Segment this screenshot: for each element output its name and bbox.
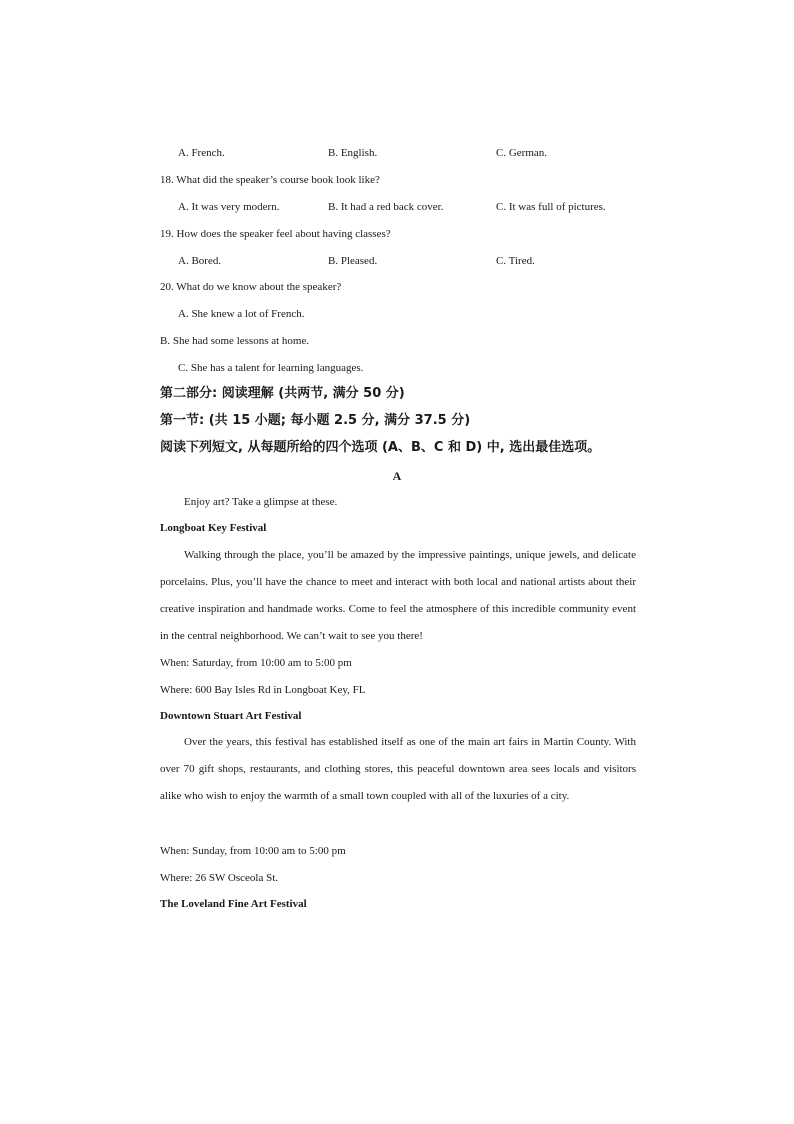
- instructions: 阅读下列短文, 从每题所给的四个选项 (A、B、C 和 D) 中, 选出最佳选项。: [160, 440, 601, 455]
- q18-option-c: C. It was full of pictures.: [496, 201, 606, 213]
- q19-question: 19. How does the speaker feel about having classes?: [160, 228, 391, 240]
- q20-option-a: A. She knew a lot of French.: [178, 308, 305, 320]
- festival-heading: The Loveland Fine Art Festival: [160, 898, 307, 910]
- passage-intro: Enjoy art? Take a glimpse at these.: [184, 496, 338, 508]
- q17-option-a: A. French.: [178, 147, 225, 159]
- q19-option-a: A. Bored.: [178, 255, 222, 267]
- section-title: 第一节: (共 15 小题; 每小题 2.5 分, 满分 37.5 分): [160, 413, 471, 428]
- passage-label: A: [392, 469, 402, 483]
- q20-question: 20. What do we know about the speaker?: [160, 281, 342, 293]
- part-title: 第二部分: 阅读理解 (共两节, 满分 50 分): [160, 386, 405, 401]
- q18-question: 18. What did the speaker’s course book look like?: [160, 174, 380, 186]
- festival-heading: Downtown Stuart Art Festival: [160, 710, 302, 722]
- festival-where: Where: 26 SW Osceola St.: [160, 872, 279, 884]
- q19-option-b: B. Pleased.: [328, 255, 378, 267]
- festival-heading: Longboat Key Festival: [160, 522, 267, 534]
- q18-option-b: B. It had a red back cover.: [328, 201, 444, 213]
- festival-description: Walking through the place, you’ll be amazed by the impressive paintings, unique jewels, and delicate porcelains. Plus, you’ll have the chance to meet and interact with both local and national artists about their creative inspiration and handmade works. Come to feel the atmosphere of this incredible community event in the central neighborhood. We can’t wait to see you there!: [160, 549, 636, 642]
- q18-option-a: A. It was very modern.: [178, 201, 280, 213]
- q20-option-b: B. She had some lessons at home.: [160, 335, 310, 347]
- festival-description: Over the years, this festival has established itself as one of the main art fairs in Martin County. With over 70 gift shops, restaurants, and clothing stores, this peaceful downtown area sees locals and visitors alike who wish to enjoy the warmth of a small town coupled with all of the luxuries of a city.: [160, 736, 636, 802]
- festival-when: When: Sunday, from 10:00 am to 5:00 pm: [160, 845, 346, 857]
- q17-option-c: C. German.: [496, 147, 548, 159]
- q17-option-b: B. English.: [328, 147, 378, 159]
- q19-option-c: C. Tired.: [496, 255, 535, 267]
- festival-where: Where: 600 Bay Isles Rd in Longboat Key, FL: [160, 684, 366, 696]
- festival-when: When: Saturday, from 10:00 am to 5:00 pm: [160, 657, 352, 669]
- q20-option-c: C. She has a talent for learning languages.: [178, 362, 364, 374]
